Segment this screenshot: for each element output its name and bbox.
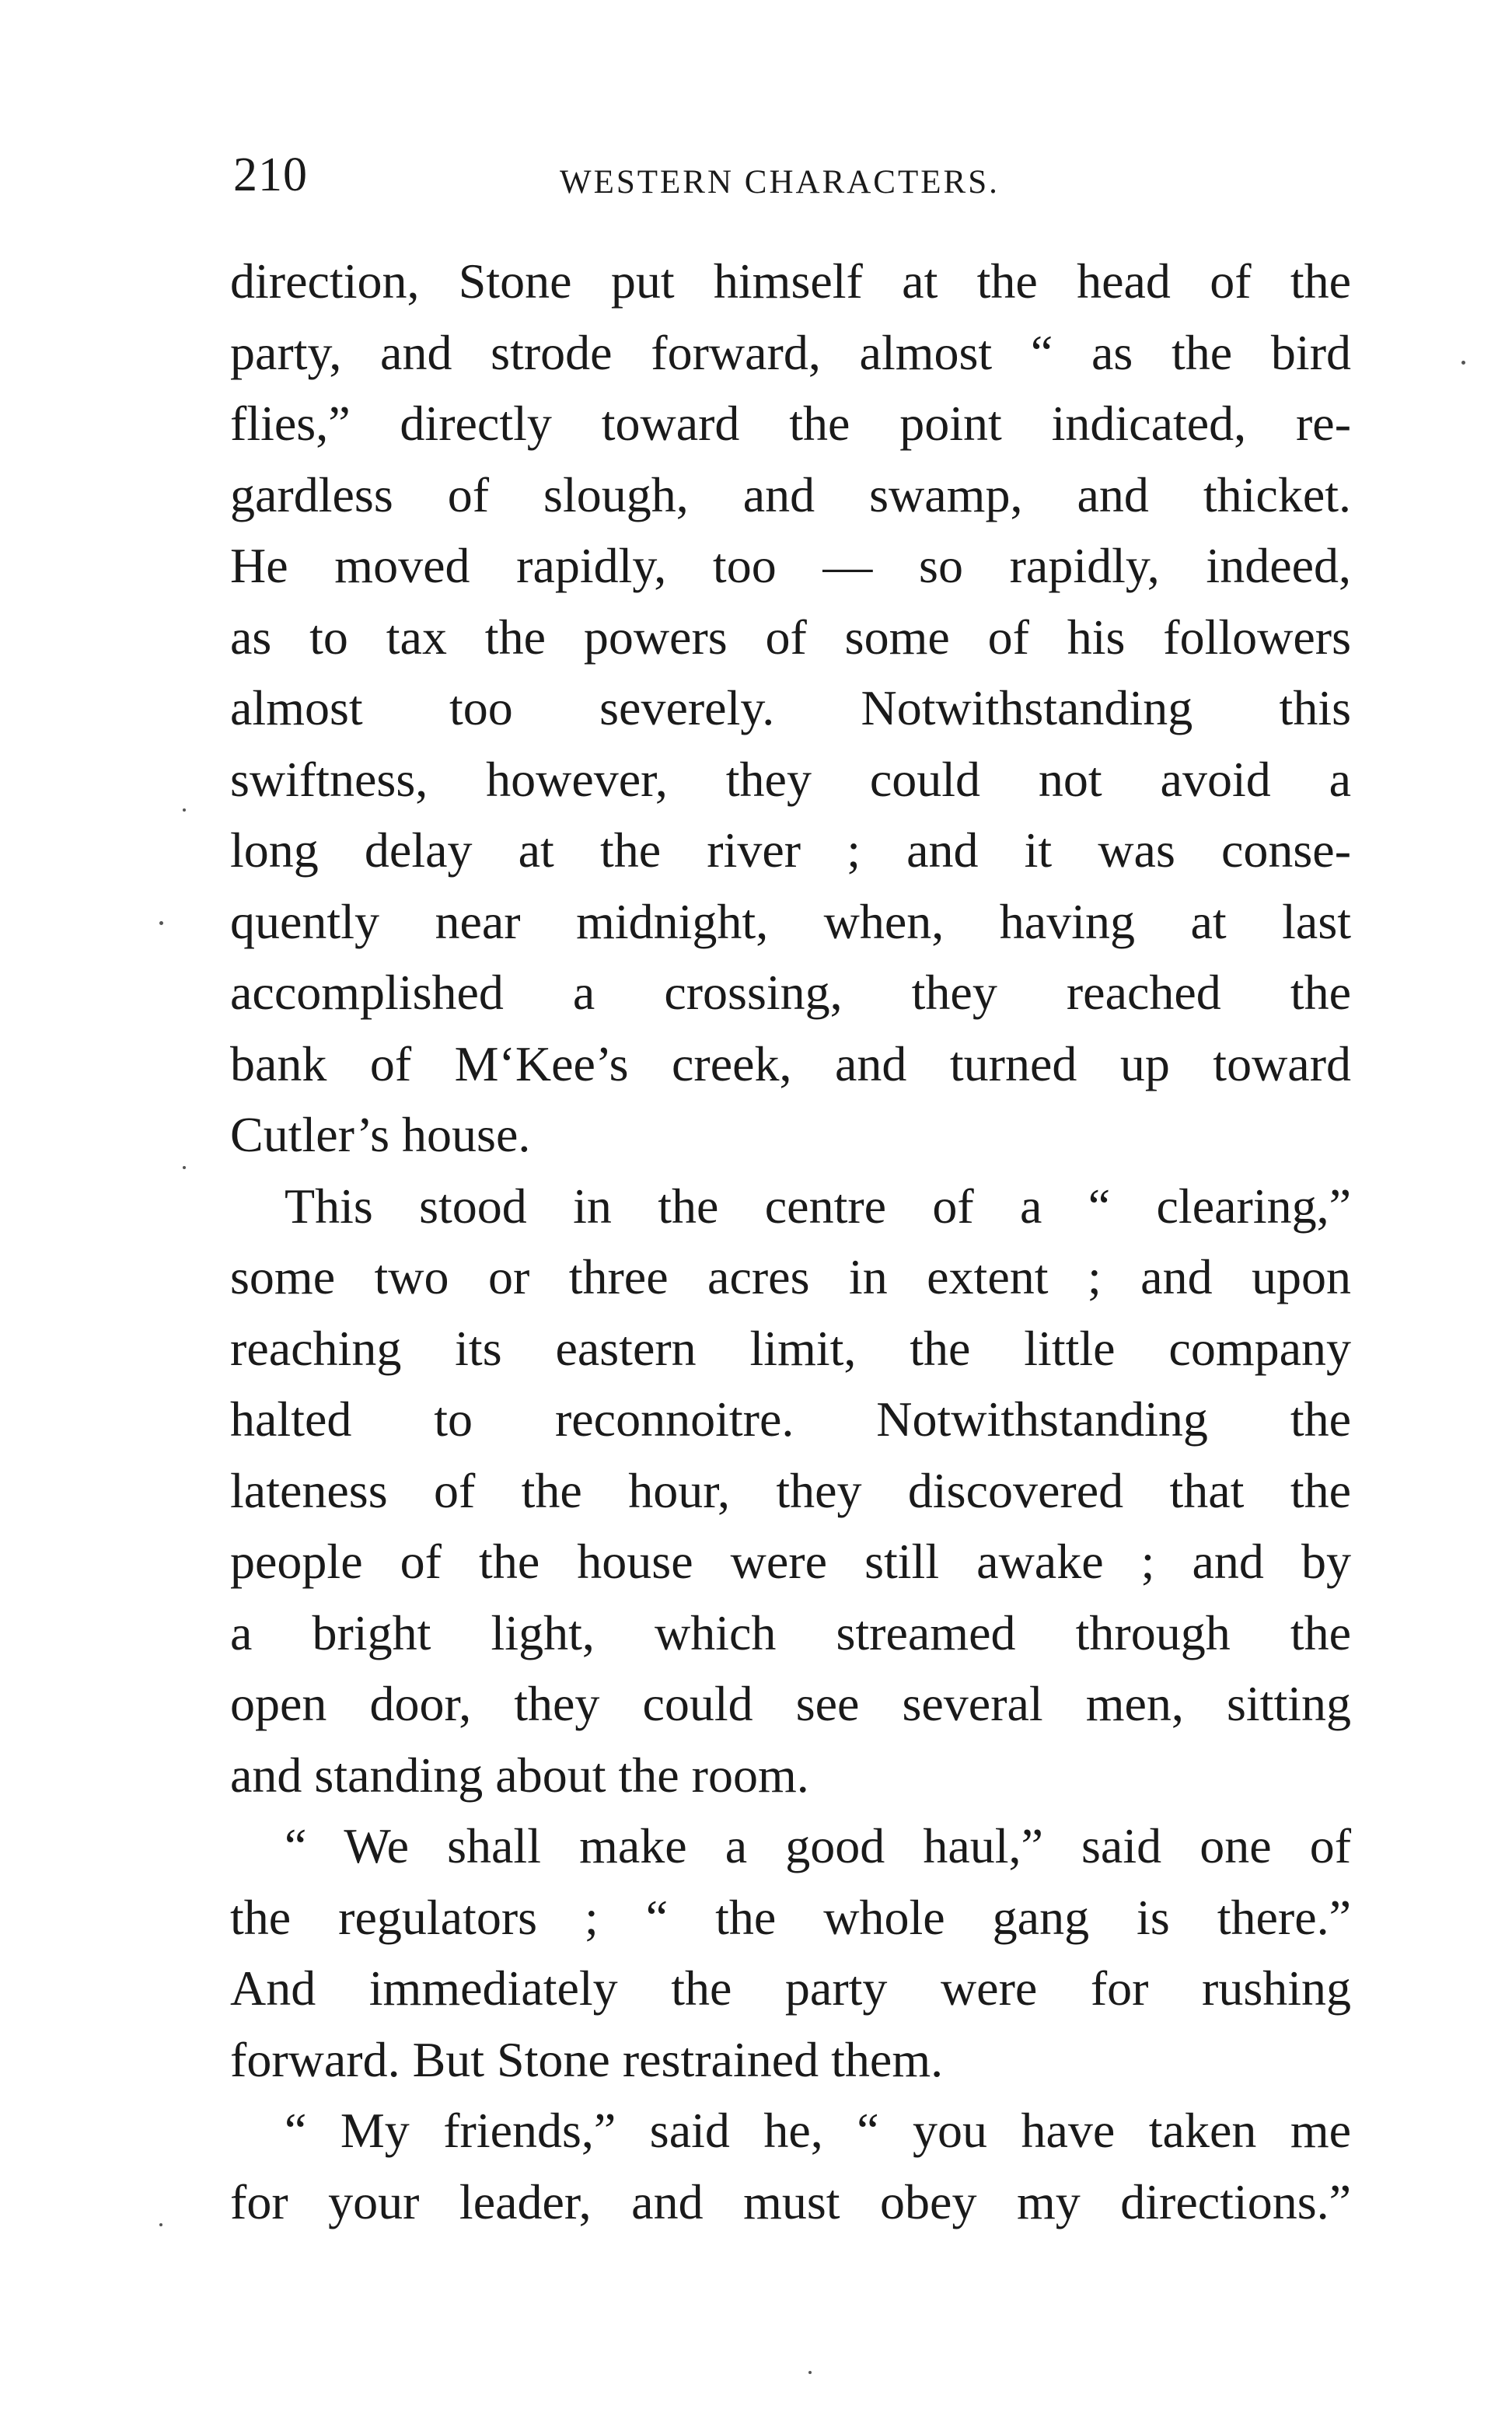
text-line: This stood in the centre of a “ clearing,” [285,1178,1351,1234]
text-line: some two or three acres in extent ; and upon [230,1249,1351,1304]
text-line: a bright light, which streamed through the [230,1604,1351,1660]
text-line: long delay at the river ; and it was conse- [230,822,1351,878]
paragraph-4 [230,2095,1351,2237]
text-line: and standing about the room. [230,1747,809,1803]
text-line: forward. But Stone restrained them. [230,2031,944,2087]
text-line: gardless of slough, and swamp, and thicket. [230,466,1351,522]
paragraph-3 [230,1810,1351,2095]
text-line: “ We shall make a good haul,” said one of [285,1818,1351,1873]
text-line: open door, they could see several men, sitting [230,1676,1351,1731]
running-head: WESTERN CHARACTERS. [560,164,1000,201]
paragraph-2 [230,1171,1351,1811]
text-line: people of the house were still awake ; and by [230,1534,1351,1589]
print-speck [159,2223,162,2226]
page-number: 210 [233,148,308,201]
text-line: quently near midnight, when, having at last [230,893,1351,949]
text-line: halted to reconnoitre. Notwithstanding the [230,1391,1351,1447]
text-line: swiftness, however, they could not avoid a [230,751,1351,807]
print-speck [808,2371,812,2374]
text-line: He moved rapidly, too — so rapidly, indeed, [230,538,1351,593]
text-line: for your leader, and must obey my directions.” [230,2173,1351,2229]
text-line: flies,” directly toward the point indicated, re- [230,396,1351,451]
text-line: as to tax the powers of some of his followers [230,609,1351,665]
page-header [233,140,1353,210]
text-line: accomplished a crossing, they reached the [230,965,1351,1020]
paragraph-1 [230,246,1351,1171]
print-speck [183,1166,186,1169]
text-line: lateness of the hour, they discovered that the [230,1462,1351,1518]
text-line: direction, Stone put himself at the head of the [230,253,1351,309]
print-speck [159,921,163,925]
text-line: bank of M‘Kee’s creek, and turned up toward [230,1035,1351,1091]
text-line: almost too severely. Notwithstanding this [230,680,1351,735]
body-text [230,246,1351,2237]
text-line: “ My friends,” said he, “ you have taken me [285,2103,1351,2158]
print-speck [1461,361,1465,365]
text-line: the regulators ; “ the whole gang is there.” [230,1889,1351,1945]
text-line: And immediately the party were for rushing [230,1960,1351,2016]
text-line: Cutler’s house. [230,1107,531,1162]
text-line: party, and strode forward, almost “ as the bird [230,324,1351,380]
text-line: reaching its eastern limit, the little company [230,1320,1351,1376]
print-speck [183,808,186,812]
